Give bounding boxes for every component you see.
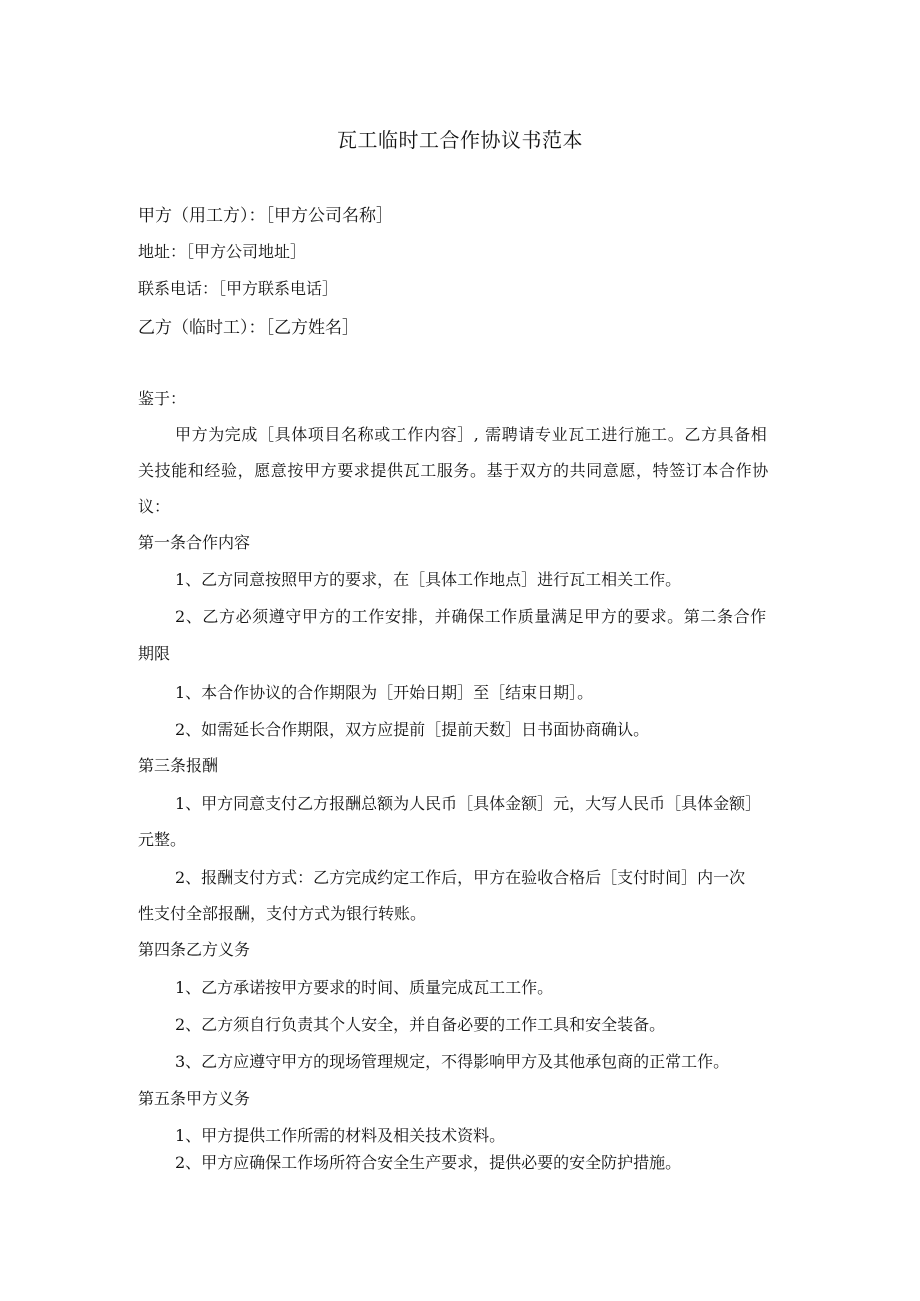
preamble-heading: 鉴于： xyxy=(138,389,187,408)
article-1-heading: 第一条合作内容 xyxy=(138,533,251,552)
article-3-heading: 第三条报酬 xyxy=(138,756,219,775)
article-1-item-2: 2、乙方必须遵守甲方的工作安排，并确保工作质量满足甲方的要求。第二条合作 xyxy=(175,607,767,626)
article-4-item-2: 2、乙方须自行负责其个人安全，并自备必要的工作工具和安全装备。 xyxy=(175,1015,666,1034)
article-2-item-2: 2、如需延长合作期限，双方应提前［提前天数］日书面协商确认。 xyxy=(175,720,650,739)
party-a-line: 甲方（用工方）：［甲方公司名称］ xyxy=(138,206,393,226)
article-5-item-2: 2、甲方应确保工作场所符合安全生产要求，提供必要的安全防护措施。 xyxy=(175,1153,682,1172)
article-3-item-2: 2、报酬支付方式：乙方完成约定工作后，甲方在验收合格后［支付时间］内一次 xyxy=(175,868,746,887)
preamble-line-2: 关技能和经验，愿意按甲方要求提供瓦工服务。基于双方的共同意愿，特签订本合作协 xyxy=(138,461,769,480)
article-2-item-1: 1、本合作协议的合作期限为［开始日期］至［结束日期］。 xyxy=(175,683,594,702)
article-4-heading: 第四条乙方义务 xyxy=(138,940,251,959)
party-b-line: 乙方（临时工）：［乙方姓名］ xyxy=(138,318,359,338)
address-line: 地址：［甲方公司地址］ xyxy=(138,242,307,261)
article-3-item-2-continued: 性支付全部报酬，支付方式为银行转账。 xyxy=(138,904,427,923)
article-3-item-1-continued: 元整。 xyxy=(138,830,187,849)
document-title: 瓦工临时工合作协议书范本 xyxy=(337,128,583,152)
article-5-heading: 第五条甲方义务 xyxy=(138,1089,251,1108)
article-1-item-1: 1、乙方同意按照甲方的要求，在［具体工作地点］进行瓦工相关工作。 xyxy=(175,570,682,589)
article-4-item-1: 1、乙方承诺按甲方要求的时间、质量完成瓦工工作。 xyxy=(175,978,554,997)
article-4-item-3: 3、乙方应遵守甲方的现场管理规定，不得影响甲方及其他承包商的正常工作。 xyxy=(175,1052,730,1071)
preamble-line-1: 甲方为完成［具体项目名称或工作内容］, 需聘请专业瓦工进行施工。乙方具备相 xyxy=(175,425,768,444)
article-2-heading-continuation: 期限 xyxy=(138,644,171,663)
article-3-item-1: 1、甲方同意支付乙方报酬总额为人民币［具体金额］元，大写人民币［具体金额］ xyxy=(175,794,762,813)
preamble-line-3: 议： xyxy=(138,497,171,516)
phone-line: 联系电话：［甲方联系电话］ xyxy=(138,279,339,298)
article-5-item-1: 1、甲方提供工作所需的材料及相关技术资料。 xyxy=(175,1126,506,1145)
